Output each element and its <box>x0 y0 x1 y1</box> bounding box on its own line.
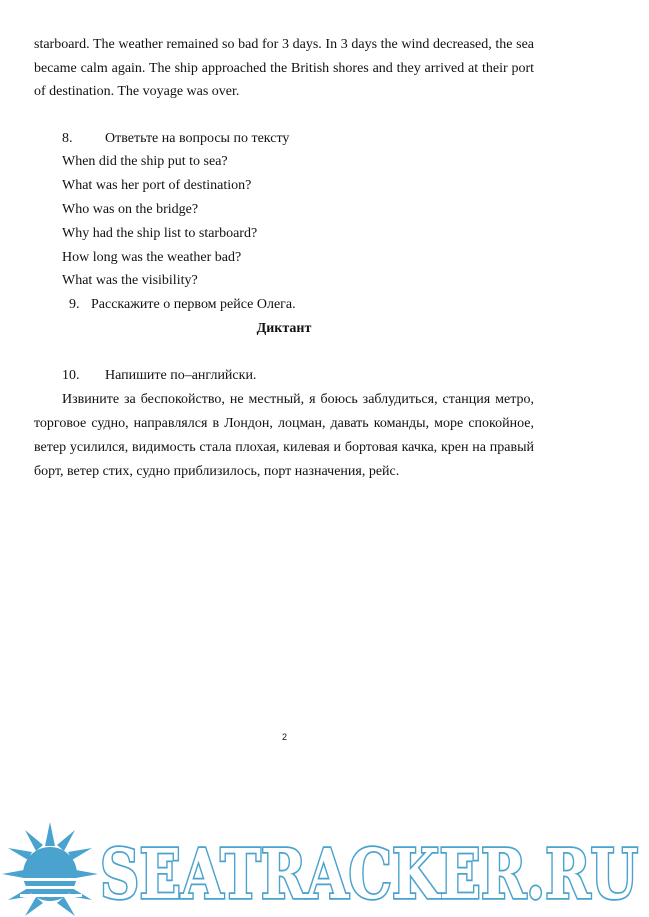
task8-heading-text: Ответьте на вопросы по тексту <box>105 131 290 146</box>
question: What was her port of destination? <box>62 178 252 193</box>
page-number: 2 <box>282 732 288 742</box>
task10-line: борт, ветер стих, судно приблизилось, порт назначения, рейс. <box>34 464 400 479</box>
question: How long was the weather bad? <box>62 250 242 265</box>
task10-line: торговое судно, направлялся в Лондон, лоцман, давать команды, море спокойное, <box>34 416 534 431</box>
question: Who was on the bridge? <box>62 202 199 217</box>
task10-number: 10. <box>62 368 80 383</box>
task9-text: Расскажите о первом рейсе Олега. <box>91 297 296 312</box>
paragraph-line: starboard. The weather remained so bad for 3 days. In 3 days the wind decreased, the sea <box>34 37 534 52</box>
sun-logo-icon <box>2 822 98 916</box>
task9-number: 9. <box>69 297 80 312</box>
paragraph-line: became calm again. The ship approached the British shores and they arrived at their port <box>34 61 534 76</box>
task10-heading-text: Напишите по–английски. <box>105 368 257 383</box>
task9 <box>69 296 296 314</box>
question: Why had the ship list to starboard? <box>62 226 258 241</box>
watermark-text: SEATRACKER.RU <box>100 835 638 915</box>
task10-line: Извините за беспокойство, не местный, я боюсь заблудиться, станция метро, <box>62 392 534 407</box>
dictation-title: Диктант <box>256 321 312 336</box>
question: When did the ship put to sea? <box>62 154 228 169</box>
question: What was the visibility? <box>62 273 198 288</box>
task10-line: ветер усилился, видимость стала плохая, килевая и бортовая качка, крен на правый <box>34 440 534 455</box>
task10-heading <box>62 367 256 385</box>
paragraph-line: of destination. The voyage was over. <box>34 84 240 99</box>
task8-heading <box>62 130 289 148</box>
task8-number: 8. <box>62 131 73 146</box>
seatracker-watermark <box>0 818 649 917</box>
